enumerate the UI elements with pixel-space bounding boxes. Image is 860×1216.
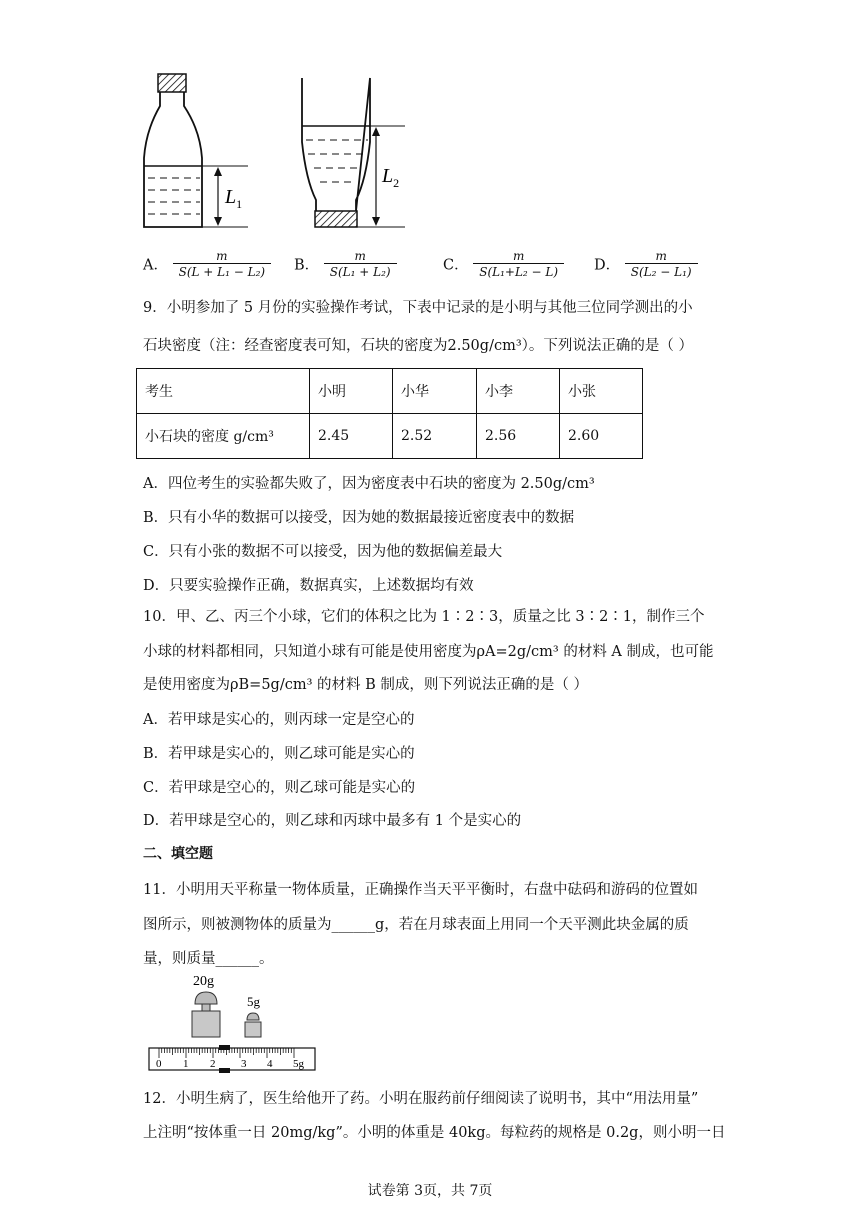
tick-label: 0	[156, 1058, 162, 1070]
q12-text-line2: 上注明“按体重一日 20mg/kg”。小明的体重是 40kg。每粒药的规格是 0.2g，则小明一日	[143, 1125, 726, 1141]
label-l2: $L_2$	[382, 165, 400, 190]
table-cell: 2.60	[560, 414, 643, 459]
table-cell: 2.52	[393, 414, 477, 459]
q9-option-b[interactable]: B．只有小华的数据可以接受，因为她的数据最接近密度表中的数据	[143, 510, 575, 526]
balance-weights-figure	[145, 968, 325, 1074]
q11-text-line3: 量，则质量______。	[143, 951, 274, 967]
q10-option-b[interactable]: B．若甲球是实心的，则乙球可能是实心的	[143, 746, 415, 762]
weight-label-20g: 20g	[193, 974, 214, 989]
fraction: $\frac{m}{\text{S(L + L₁ − L₂)}}$	[173, 249, 271, 279]
weight-5g	[247, 1013, 259, 1020]
label-l1: $L_1$	[225, 186, 243, 211]
table-cell: 2.56	[477, 414, 560, 459]
table-header-cell: 小华	[393, 369, 477, 414]
table-cell: 小石块的密度 g/cm³	[137, 414, 310, 459]
q9-option-c[interactable]: C．只有小张的数据不可以接受，因为他的数据偏差最大	[143, 544, 503, 560]
table-header-cell: 考生	[137, 369, 310, 414]
tick-label: 4	[267, 1058, 273, 1070]
inverted-bottle-cap	[315, 211, 357, 227]
q12-text-line1: 12．小明生病了，医生给他开了药。小明在服药前仔细阅读了说明书，其中“用法用量”	[143, 1091, 699, 1107]
table-row	[137, 414, 643, 459]
table-row	[137, 369, 643, 414]
q9-option-a[interactable]: A．四位考生的实验都失败了，因为密度表中石块的密度为 2.50g/cm³	[143, 476, 595, 492]
q8-option-d[interactable]: D． $\frac{m}{\text{S(L₂ − L₁)}}$	[594, 249, 698, 279]
q10-option-a[interactable]: A．若甲球是实心的，则丙球一定是空心的	[143, 712, 415, 728]
bottle-cap	[158, 74, 186, 92]
q10-option-d[interactable]: D．若甲球是空心的，则乙球和丙球中最多有 1 个是实心的	[143, 813, 522, 829]
tick-label: 2	[210, 1058, 216, 1070]
inverted-bottle	[302, 78, 405, 227]
fraction: $\frac{m}{\text{S(L₁ + L₂)}}$	[324, 249, 397, 279]
q11-text-line1: 11．小明用天平称量一物体质量，正确操作当天平平衡时，右盘中砝码和游码的位置如	[143, 882, 698, 898]
q10-text-line3: 是使用密度为ρB=5g/cm³ 的材料 B 制成，则下列说法正确的是（ ）	[143, 677, 588, 693]
tick-label: 1	[183, 1058, 189, 1070]
tick-label: 5g	[293, 1058, 304, 1070]
table-header-cell: 小明	[310, 369, 393, 414]
weight-label-5g: 5g	[247, 994, 260, 1009]
q10-text-line2: 小球的材料都相同，只知道小球有可能是使用密度为ρA=2g/cm³ 的材料 A 制成，也可能	[143, 644, 714, 660]
fraction: $\frac{m}{\text{S(L₁+L₂ − L)}}$	[473, 249, 564, 279]
tick-label: 3	[241, 1058, 247, 1070]
weight-20g	[195, 992, 217, 1004]
page-footer: 试卷第 3页，共 7页	[367, 1183, 493, 1199]
table-cell: 2.45	[310, 414, 393, 459]
q9-text-line1: 9．小明参加了 5 月份的实验操作考试，下表中记录的是小明与其他三位同学测出的小	[143, 300, 693, 316]
section-heading: 二、填空题	[143, 846, 213, 862]
table-header-cell: 小李	[477, 369, 560, 414]
rider	[219, 1045, 230, 1050]
density-table	[136, 368, 643, 459]
q8-option-c[interactable]: C． $\frac{m}{\text{S(L₁+L₂ − L)}}$	[443, 249, 564, 279]
q8-option-a[interactable]: A． $\frac{m}{\text{S(L + L₁ − L₂)}}$	[143, 249, 271, 279]
fraction: $\frac{m}{\text{S(L₂ − L₁)}}$	[625, 249, 698, 279]
q9-text-line2: 石块密度（注：经查密度表可知，石块的密度为2.50g/cm³）。下列说法正确的是（ ）	[143, 338, 693, 354]
bottle-figure	[130, 70, 420, 240]
q10-text-line1: 10．甲、乙、丙三个小球，它们的体积之比为 1∶2∶3，质量之比 3∶2∶1，制作三个	[143, 609, 705, 625]
table-header-cell: 小张	[560, 369, 643, 414]
q10-option-c[interactable]: C．若甲球是空心的，则乙球可能是实心的	[143, 780, 416, 796]
q9-option-d[interactable]: D．只要实验操作正确，数据真实，上述数据均有效	[143, 578, 474, 594]
q11-text-line2: 图所示，则被测物体的质量为______g，若在月球表面上用同一个天平测此块金属的质	[143, 917, 689, 933]
q8-option-b[interactable]: B． $\frac{m}{\text{S(L₁ + L₂)}}$	[294, 249, 397, 279]
